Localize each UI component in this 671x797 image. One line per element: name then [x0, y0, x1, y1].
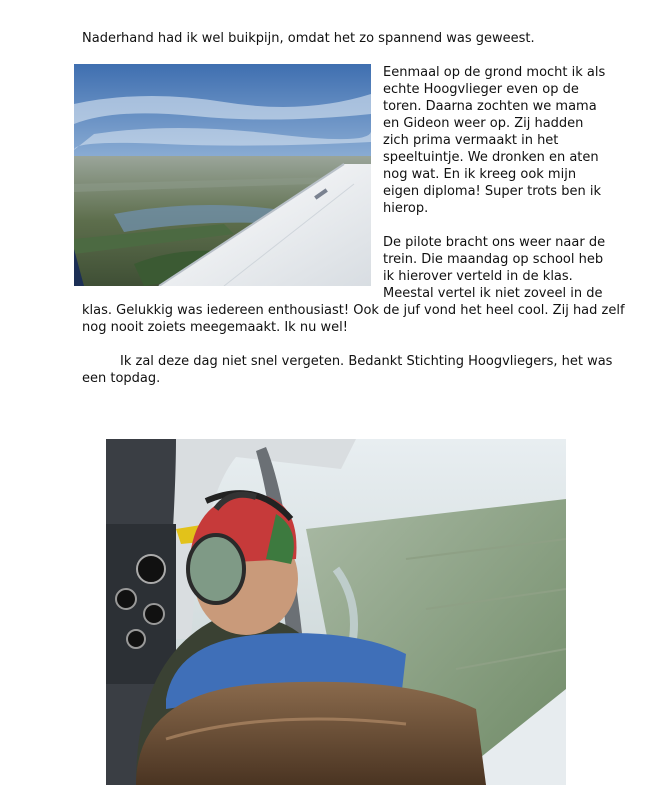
paragraph-line: en Gideon weer op. Zij hadden: [383, 116, 584, 131]
paragraph-line: nog wat. En ik kreeg ook mijn: [383, 167, 577, 182]
paragraph-line: zich prima vermaakt in het: [383, 133, 559, 148]
paragraph-line: speeltuintje. We dronken en aten: [383, 150, 599, 165]
paragraph-line: klas. Gelukkig was iedereen enthousiast! Ook de juf vond het heel cool. Zij had zelf: [82, 303, 625, 318]
paragraph-line: De pilote bracht ons weer naar de: [383, 235, 606, 250]
paragraph-line: Meestal vertel ik niet zoveel in de: [383, 286, 603, 301]
paragraph-line: hierop.: [383, 201, 429, 216]
paragraph-line: trein. Die maandag op school heb: [383, 252, 604, 267]
aerial-wing-photo: [74, 64, 371, 286]
paragraph-line: een topdag.: [82, 371, 161, 386]
boy-in-cockpit-photo: [106, 439, 566, 785]
intro-line: Naderhand had ik wel buikpijn, omdat het zo spannend was geweest.: [82, 31, 535, 46]
paragraph-line: echte Hoogvlieger even op de: [383, 82, 579, 97]
paragraph-line: nog nooit zoiets meegemaakt. Ik nu wel!: [82, 320, 348, 335]
paragraph-line: eigen diploma! Super trots ben ik: [383, 184, 601, 199]
paragraph-line: ik hierover verteld in de klas.: [383, 269, 573, 284]
paragraph-line: Eenmaal op de grond mocht ik als: [383, 65, 606, 80]
paragraph-line: toren. Daarna zochten we mama: [383, 99, 597, 114]
paragraph-line: Ik zal deze dag niet snel vergeten. Bedankt Stichting Hoogvliegers, het was: [120, 354, 613, 369]
